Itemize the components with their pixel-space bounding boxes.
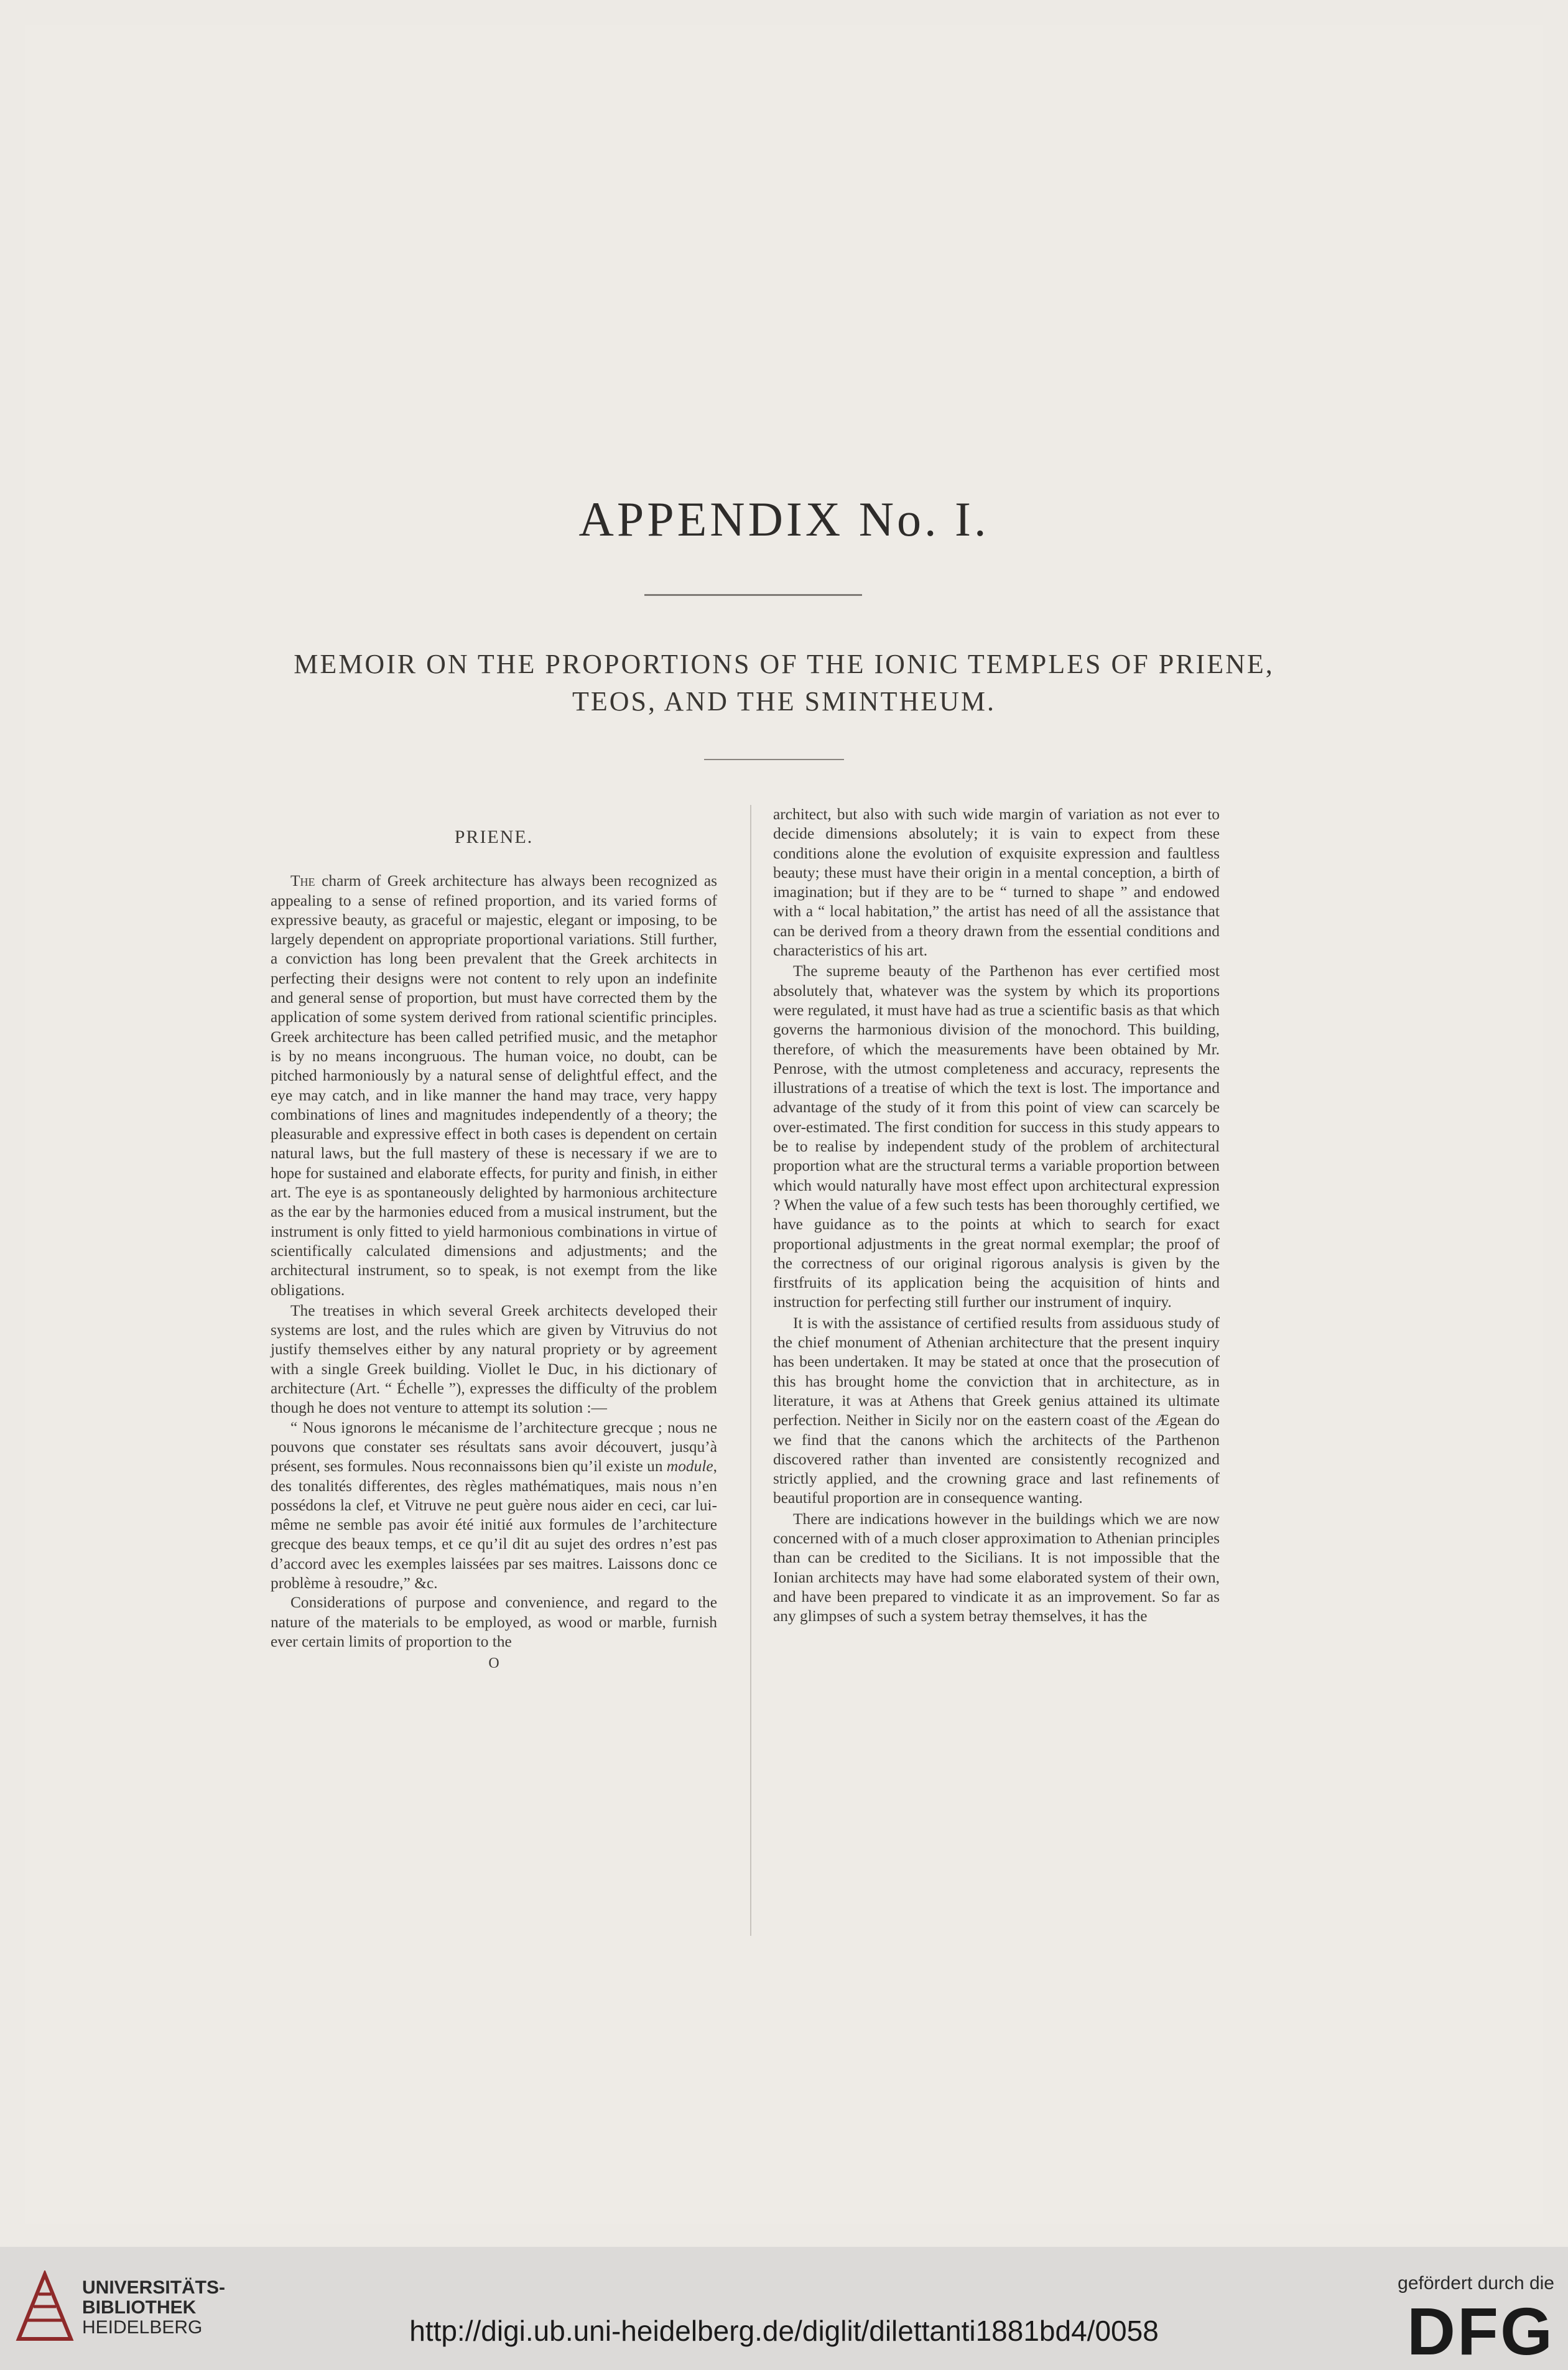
- paragraph: The supreme beauty of the Parthenon has ever certified most absolutely that, whatever was the system by which its proportions were regulated, it must have had as true a scientific basis as that which governs the harmonious division of the monochord. This building, therefore, of which the measurements have been obtained by Mr. Penrose, with the utmost completeness and accuracy, represents the illustrations of a treatise of which the text is lost. The importance and advantage of the study of it from this point of view can scarcely be over-estimated. The first condition for success in this study appears to be to realise by independent study of the problem of architectural proportion what are the structural terms a variable proportion between which would naturally have most effect upon architectural expression ? When the value of a few such tests has been thoroughly certified, we have guidance as to the points at which to search for exact proportional adjustments in the great normal exemplar; the proof of the correctness of our original rigorous analysis is given by the firstfruits of its application being the acquisition of hints and instruction for perfecting still further our instrument of inquiry.: [773, 962, 1220, 1311]
- french-quotation: [271, 1418, 717, 1594]
- left-column: [271, 805, 717, 1673]
- memoir-title: [286, 646, 1282, 720]
- memoir-title-line-2: TEOS, AND THE SMINTHEUM.: [572, 686, 996, 717]
- column-divider: [750, 805, 751, 1936]
- paragraph: Considerations of purpose and convenience, and regard to the nature of the materials to be employed, as wood or marble, furnish ever certain limits of proportion to the: [271, 1594, 717, 1650]
- title-rule: [644, 594, 862, 596]
- paragraph: There are indications however in the buildings which we are now concerned with of a much closer approximation to Athenian principles than can be credited to the Sicilians. It is not impossible that the Ionian architects may have had some elaborated system of their own, and have been prepared to vindicate it as an improvement. So far as any glimpses of such a system betray themselves, it has the: [773, 1510, 1220, 1625]
- dfg-logo: DFG: [1407, 2293, 1554, 2369]
- digitization-footer: [0, 2247, 1568, 2370]
- library-name-line-2: BIBLIOTHEK: [82, 2297, 197, 2318]
- section-heading: PRIENE.: [454, 827, 534, 847]
- library-name-line-3: HEIDELBERG: [82, 2317, 203, 2338]
- memoir-title-line-1: MEMOIR ON THE PROPORTIONS OF THE IONIC TEMPLES OF PRIENE,: [294, 649, 1274, 679]
- paragraph-text: charm of Greek architecture has always been recognized as appealing to a sense of refined proportion, and its varied forms of expressive beauty, as graceful or majestic, elegant or imposing, to be largely dependent on appropriate proportional variations. Still further, a conviction has long been prevalent that the Greek architects in perfecting their designs were not content to rely upon an indefinite and general sense of proportion, but must have corrected them by the application of some system derived from rational scientific principles. Greek architecture has been called petrified music, and the metaphor is by no means incongruous. The human voice, no doubt, can be pitched harmoniously by a natural sense of delightful effect, and the eye may catch, and in like manner the hand may trace, very happy combinations of lines and magnitudes independently of a theory; the pleasurable and expressive effect in both cases is dependent on certain natural laws, but the full mastery of these is necessary if we are to hope for sustained and elaborate effects, for purity and finish, in either art. The eye is as spontaneously delighted by harmonious architecture as the ear by the harmonies educed from a musical instrument, but the instrument is only fitted to yield harmonious combinations in virtue of scientifically calculated dimensions and adjustments; and the architectural instrument, so to speak, is not exempt from the like obligations.: [271, 872, 717, 1299]
- permalink-url[interactable]: http://digi.ub.uni-heidelberg.de/diglit/dilettanti1881bd4/0058: [409, 2315, 1159, 2347]
- library-name-line-1: UNIVERSITÄTS-: [82, 2277, 226, 2298]
- quotation-text: “ Nous ignorons le mécanisme de l’architecture grecque ; nous ne pouvons que constater ses résultats sans avoir découvert, jusqu’à présent, ses formules. Nous reconnaissons bien qu’il existe un module, des tonalités differentes, des règles mathématiques, mais nous n’en possédons la clef, et Vitruve ne peut guère nous aider en ceci, car lui-même ne semble pas avoir été initié aux formules de l’architecture grecque des beaux temps, et ce qu’il dit au sujet des ordres n’est pas d’accord avec les exemples laissées par ses maitres. Laissons donc ce problème à resoudre,” &c.: [271, 1418, 717, 1592]
- paragraph: It is with the assistance of certified results from assiduous study of the chief monument of Athenian architecture that the present inquiry has been undertaken. It may be stated at once that the prosecution of this has brought home the conviction that in architecture, as in literature, it was at Athens that Greek genius attained its ultimate perfection. Neither in Sicily nor on the eastern coast of the Ægean do we find that the canons which the architects of the Parthenon discovered rather than invented are consistently recognized and strictly applied, and the crowning grace and last refinements of beautiful proportion are in consequence wanting.: [773, 1314, 1220, 1507]
- emphasis: module: [666, 1457, 713, 1475]
- right-column: [773, 805, 1220, 1626]
- appendix-title: APPENDIX No. I.: [578, 492, 990, 546]
- paragraph-lead-word: The: [290, 872, 315, 890]
- paragraph: [271, 871, 717, 1300]
- signature-mark: O: [488, 1655, 499, 1672]
- paragraph: architect, but also with such wide margin of variation as not ever to decide dimensions absolutely; it is vain to expect from these conditions alone the evolution of exquisite expression and faultless beauty; these must have their origin in a mental conception, a birth of imagination; but if they are to be “ turned to shape ” and endowed with a “ local habitation,” the artist has need of all the assistance that can be derived from a theory drawn from the essential conditions and characteristics of his art.: [773, 806, 1220, 960]
- funding-note: gefördert durch die: [1398, 2273, 1554, 2293]
- subtitle-rule: [704, 759, 844, 760]
- paragraph: The treatises in which several Greek architects developed their systems are lost, and the rules which are given by Vitruvius do not justify themselves either by any natural propriety or by agreement with a single Greek building. Viollet le Duc, in his dictionary of architecture (Art. “ Échelle ”), expresses the difficulty of the problem though he does not venture to attempt its solution :—: [271, 1301, 717, 1417]
